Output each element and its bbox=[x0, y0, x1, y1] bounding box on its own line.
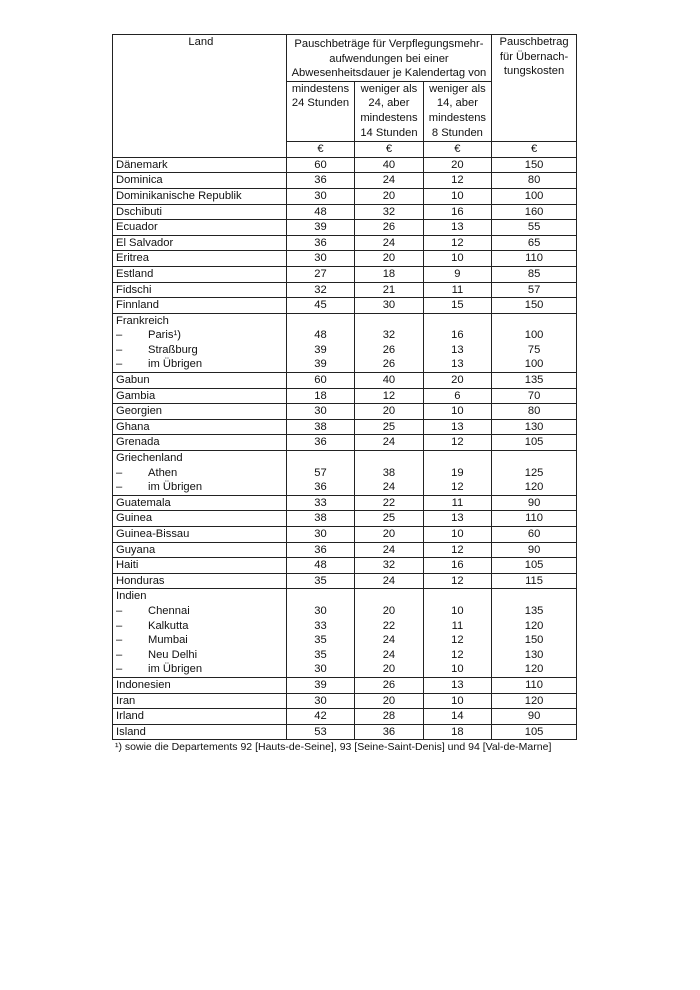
sub-region-name: Chennai bbox=[148, 604, 190, 617]
value-24h: 32 bbox=[286, 282, 354, 298]
table-row bbox=[113, 282, 577, 298]
value-14h: 24 bbox=[355, 542, 423, 558]
value-24h: 35 bbox=[286, 633, 354, 648]
value-8h: 10 bbox=[423, 404, 491, 420]
country-cell: Dominikanische Republik bbox=[113, 188, 287, 204]
euro-unit: € bbox=[492, 142, 577, 158]
value-8h: 13 bbox=[423, 677, 491, 693]
value-24h: 39 bbox=[286, 677, 354, 693]
value-14h bbox=[355, 589, 423, 604]
table-row bbox=[113, 357, 577, 372]
value-8h bbox=[423, 313, 491, 328]
sub-item-dash: – bbox=[116, 663, 123, 676]
sub-item-dash: – bbox=[116, 358, 123, 371]
euro-unit: € bbox=[355, 142, 423, 158]
value-8h: 12 bbox=[423, 235, 491, 251]
value-24h: 30 bbox=[286, 527, 354, 543]
value-8h: 16 bbox=[423, 204, 491, 220]
value-uebernachtung: 150 bbox=[492, 298, 577, 314]
sub-item-dash: – bbox=[116, 604, 123, 617]
country-cell: Dominica bbox=[113, 173, 287, 189]
value-uebernachtung: 65 bbox=[492, 235, 577, 251]
value-24h: 33 bbox=[286, 619, 354, 634]
value-uebernachtung: 105 bbox=[492, 435, 577, 451]
value-uebernachtung: 110 bbox=[492, 677, 577, 693]
value-uebernachtung: 115 bbox=[492, 573, 577, 589]
country-cell: Indonesien bbox=[113, 677, 287, 693]
country-cell: Eritrea bbox=[113, 251, 287, 267]
value-8h: 13 bbox=[423, 511, 491, 527]
value-8h: 14 bbox=[423, 709, 491, 725]
value-uebernachtung: 100 bbox=[492, 188, 577, 204]
value-uebernachtung: 125 bbox=[492, 466, 577, 481]
table-row bbox=[113, 343, 577, 358]
country-cell: Dschibuti bbox=[113, 204, 287, 220]
country-cell: Indien bbox=[113, 589, 287, 604]
value-14h: 24 bbox=[355, 648, 423, 663]
value-8h: 20 bbox=[423, 157, 491, 173]
table-row bbox=[113, 662, 577, 677]
table-row bbox=[113, 542, 577, 558]
country-cell: Honduras bbox=[113, 573, 287, 589]
table-row bbox=[113, 648, 577, 663]
value-24h: 48 bbox=[286, 558, 354, 574]
country-cell bbox=[113, 357, 287, 372]
value-14h: 28 bbox=[355, 709, 423, 725]
country-cell: Griechenland bbox=[113, 451, 287, 466]
value-uebernachtung: 100 bbox=[492, 328, 577, 343]
table-row bbox=[113, 709, 577, 725]
value-uebernachtung: 120 bbox=[492, 480, 577, 495]
value-14h: 20 bbox=[355, 604, 423, 619]
country-cell: Iran bbox=[113, 693, 287, 709]
value-24h: 36 bbox=[286, 173, 354, 189]
value-uebernachtung: 57 bbox=[492, 282, 577, 298]
table-row bbox=[113, 511, 577, 527]
value-24h bbox=[286, 589, 354, 604]
table-row bbox=[113, 466, 577, 481]
sub-region-name: im Übrigen bbox=[148, 358, 203, 371]
value-24h: 36 bbox=[286, 235, 354, 251]
country-cell bbox=[113, 480, 287, 495]
value-uebernachtung: 135 bbox=[492, 373, 577, 389]
value-14h: 32 bbox=[355, 204, 423, 220]
value-14h: 20 bbox=[355, 693, 423, 709]
value-14h: 22 bbox=[355, 619, 423, 634]
euro-row-land bbox=[113, 142, 287, 158]
table-row bbox=[113, 604, 577, 619]
country-cell bbox=[113, 619, 287, 634]
value-24h: 30 bbox=[286, 251, 354, 267]
country-cell: Gabun bbox=[113, 373, 287, 389]
value-8h: 12 bbox=[423, 573, 491, 589]
value-8h: 12 bbox=[423, 648, 491, 663]
per-diem-table bbox=[112, 34, 577, 740]
header-verpflegung-group: Pauschbeträge für Verpflegungsmehr- aufwendungen bei einer Abwesenheitsdauer je Kalendertag von bbox=[286, 35, 491, 82]
country-cell bbox=[113, 633, 287, 648]
value-14h: 26 bbox=[355, 677, 423, 693]
value-8h: 18 bbox=[423, 724, 491, 740]
table-row bbox=[113, 188, 577, 204]
value-14h: 32 bbox=[355, 558, 423, 574]
value-24h: 53 bbox=[286, 724, 354, 740]
value-24h: 39 bbox=[286, 343, 354, 358]
sub-region-name: Kalkutta bbox=[148, 619, 189, 632]
table-row bbox=[113, 677, 577, 693]
value-uebernachtung: 90 bbox=[492, 709, 577, 725]
value-14h: 32 bbox=[355, 328, 423, 343]
value-24h: 36 bbox=[286, 480, 354, 495]
value-24h: 36 bbox=[286, 435, 354, 451]
value-24h bbox=[286, 313, 354, 328]
country-cell: Gambia bbox=[113, 388, 287, 404]
value-8h: 11 bbox=[423, 495, 491, 511]
value-uebernachtung: 90 bbox=[492, 495, 577, 511]
value-24h: 57 bbox=[286, 466, 354, 481]
value-uebernachtung bbox=[492, 451, 577, 466]
country-cell: Estland bbox=[113, 266, 287, 282]
country-cell: Irland bbox=[113, 709, 287, 725]
value-uebernachtung: 120 bbox=[492, 662, 577, 677]
value-uebernachtung: 130 bbox=[492, 648, 577, 663]
value-14h: 25 bbox=[355, 419, 423, 435]
value-8h: 6 bbox=[423, 388, 491, 404]
table-row bbox=[113, 235, 577, 251]
value-24h: 30 bbox=[286, 662, 354, 677]
value-uebernachtung bbox=[492, 589, 577, 604]
sub-region-name: Mumbai bbox=[148, 634, 188, 647]
table-row bbox=[113, 558, 577, 574]
value-24h: 42 bbox=[286, 709, 354, 725]
sub-region-name: im Übrigen bbox=[148, 663, 203, 676]
value-24h: 39 bbox=[286, 220, 354, 236]
value-14h: 24 bbox=[355, 633, 423, 648]
header-uebernachtung: Pauschbetrag für Übernach- tungskosten bbox=[492, 35, 577, 142]
header-land: Land bbox=[113, 35, 287, 142]
euro-unit: € bbox=[423, 142, 491, 158]
value-24h: 48 bbox=[286, 328, 354, 343]
table-body bbox=[113, 157, 577, 740]
table-row bbox=[113, 251, 577, 267]
table-row bbox=[113, 480, 577, 495]
value-14h: 18 bbox=[355, 266, 423, 282]
value-8h: 10 bbox=[423, 604, 491, 619]
table-row bbox=[113, 157, 577, 173]
value-8h bbox=[423, 451, 491, 466]
value-uebernachtung: 75 bbox=[492, 343, 577, 358]
table-row bbox=[113, 589, 577, 604]
country-cell: Grenada bbox=[113, 435, 287, 451]
table-row bbox=[113, 451, 577, 466]
value-8h: 10 bbox=[423, 188, 491, 204]
value-14h: 22 bbox=[355, 495, 423, 511]
value-24h: 18 bbox=[286, 388, 354, 404]
country-cell bbox=[113, 648, 287, 663]
table-row bbox=[113, 298, 577, 314]
country-cell: Fidschi bbox=[113, 282, 287, 298]
table-row bbox=[113, 373, 577, 389]
value-8h bbox=[423, 589, 491, 604]
value-14h: 20 bbox=[355, 662, 423, 677]
value-14h: 12 bbox=[355, 388, 423, 404]
sub-item-dash: – bbox=[116, 481, 123, 494]
header-24-stunden: mindestens 24 Stunden bbox=[286, 81, 354, 141]
value-14h: 36 bbox=[355, 724, 423, 740]
value-uebernachtung: 120 bbox=[492, 693, 577, 709]
table-header bbox=[113, 35, 577, 158]
header-14-stunden: weniger als 24, aber mindestens 14 Stunden bbox=[355, 81, 423, 141]
value-8h: 13 bbox=[423, 357, 491, 372]
table-row bbox=[113, 173, 577, 189]
table-row bbox=[113, 693, 577, 709]
country-cell bbox=[113, 466, 287, 481]
country-cell bbox=[113, 343, 287, 358]
value-14h: 38 bbox=[355, 466, 423, 481]
value-14h: 24 bbox=[355, 173, 423, 189]
value-uebernachtung: 105 bbox=[492, 724, 577, 740]
value-uebernachtung: 55 bbox=[492, 220, 577, 236]
country-cell bbox=[113, 662, 287, 677]
value-uebernachtung: 150 bbox=[492, 633, 577, 648]
value-uebernachtung: 150 bbox=[492, 157, 577, 173]
value-8h: 12 bbox=[423, 633, 491, 648]
table-row bbox=[113, 633, 577, 648]
value-24h: 35 bbox=[286, 573, 354, 589]
sub-region-name: Paris¹) bbox=[148, 329, 181, 342]
table-row bbox=[113, 435, 577, 451]
value-24h: 30 bbox=[286, 404, 354, 420]
value-14h: 20 bbox=[355, 188, 423, 204]
value-24h: 30 bbox=[286, 188, 354, 204]
table-row bbox=[113, 266, 577, 282]
country-cell: Finnland bbox=[113, 298, 287, 314]
value-24h: 30 bbox=[286, 693, 354, 709]
value-uebernachtung: 160 bbox=[492, 204, 577, 220]
country-cell: Guatemala bbox=[113, 495, 287, 511]
table-row bbox=[113, 328, 577, 343]
footnote: ¹) sowie die Departements 92 [Hauts-de-Seine], 93 [Seine-Saint-Denis] und 94 [Val-de-Marne] bbox=[115, 741, 552, 753]
value-8h: 20 bbox=[423, 373, 491, 389]
value-uebernachtung: 135 bbox=[492, 604, 577, 619]
value-uebernachtung: 105 bbox=[492, 558, 577, 574]
table-row bbox=[113, 495, 577, 511]
value-8h: 9 bbox=[423, 266, 491, 282]
value-24h: 30 bbox=[286, 604, 354, 619]
value-8h: 16 bbox=[423, 328, 491, 343]
value-8h: 12 bbox=[423, 480, 491, 495]
table-row bbox=[113, 204, 577, 220]
value-14h: 20 bbox=[355, 404, 423, 420]
sub-item-dash: – bbox=[116, 619, 123, 632]
value-8h: 10 bbox=[423, 527, 491, 543]
value-uebernachtung: 100 bbox=[492, 357, 577, 372]
value-24h: 38 bbox=[286, 511, 354, 527]
sub-item-dash: – bbox=[116, 343, 123, 356]
value-14h bbox=[355, 313, 423, 328]
country-cell bbox=[113, 604, 287, 619]
table-row bbox=[113, 313, 577, 328]
value-uebernachtung: 110 bbox=[492, 511, 577, 527]
value-8h: 10 bbox=[423, 251, 491, 267]
value-24h bbox=[286, 451, 354, 466]
header-8-stunden: weniger als 14, aber mindestens 8 Stunden bbox=[423, 81, 491, 141]
table-row bbox=[113, 527, 577, 543]
value-14h: 24 bbox=[355, 235, 423, 251]
value-24h: 36 bbox=[286, 542, 354, 558]
value-24h: 35 bbox=[286, 648, 354, 663]
country-cell bbox=[113, 328, 287, 343]
sub-item-dash: – bbox=[116, 466, 123, 479]
value-8h: 11 bbox=[423, 282, 491, 298]
table-row bbox=[113, 404, 577, 420]
table-row bbox=[113, 724, 577, 740]
value-uebernachtung: 60 bbox=[492, 527, 577, 543]
value-14h: 26 bbox=[355, 343, 423, 358]
value-24h: 45 bbox=[286, 298, 354, 314]
value-8h: 16 bbox=[423, 558, 491, 574]
value-14h: 40 bbox=[355, 373, 423, 389]
value-uebernachtung: 85 bbox=[492, 266, 577, 282]
value-14h: 26 bbox=[355, 220, 423, 236]
value-14h: 21 bbox=[355, 282, 423, 298]
table-row bbox=[113, 388, 577, 404]
sub-region-name: Neu Delhi bbox=[148, 648, 198, 661]
value-24h: 48 bbox=[286, 204, 354, 220]
country-cell: Guyana bbox=[113, 542, 287, 558]
country-cell: Ghana bbox=[113, 419, 287, 435]
country-cell: Guinea-Bissau bbox=[113, 527, 287, 543]
sub-region-name: Straßburg bbox=[148, 343, 198, 356]
country-cell: Guinea bbox=[113, 511, 287, 527]
value-24h: 60 bbox=[286, 157, 354, 173]
country-cell: Georgien bbox=[113, 404, 287, 420]
value-uebernachtung: 80 bbox=[492, 173, 577, 189]
value-8h: 12 bbox=[423, 173, 491, 189]
value-8h: 10 bbox=[423, 693, 491, 709]
value-uebernachtung: 110 bbox=[492, 251, 577, 267]
table-row bbox=[113, 619, 577, 634]
euro-unit: € bbox=[286, 142, 354, 158]
value-8h: 19 bbox=[423, 466, 491, 481]
table-row bbox=[113, 220, 577, 236]
value-8h: 13 bbox=[423, 419, 491, 435]
value-24h: 60 bbox=[286, 373, 354, 389]
value-8h: 10 bbox=[423, 662, 491, 677]
sub-item-dash: – bbox=[116, 329, 123, 342]
table-row bbox=[113, 573, 577, 589]
value-14h: 24 bbox=[355, 435, 423, 451]
value-14h: 25 bbox=[355, 511, 423, 527]
country-cell: Ecuador bbox=[113, 220, 287, 236]
country-cell: Frankreich bbox=[113, 313, 287, 328]
value-14h: 24 bbox=[355, 480, 423, 495]
value-uebernachtung: 120 bbox=[492, 619, 577, 634]
value-8h: 13 bbox=[423, 220, 491, 236]
country-cell: Island bbox=[113, 724, 287, 740]
value-uebernachtung: 70 bbox=[492, 388, 577, 404]
country-cell: El Salvador bbox=[113, 235, 287, 251]
value-8h: 12 bbox=[423, 435, 491, 451]
value-8h: 13 bbox=[423, 343, 491, 358]
value-24h: 27 bbox=[286, 266, 354, 282]
value-8h: 12 bbox=[423, 542, 491, 558]
value-24h: 39 bbox=[286, 357, 354, 372]
country-cell: Haiti bbox=[113, 558, 287, 574]
value-uebernachtung: 80 bbox=[492, 404, 577, 420]
sub-item-dash: – bbox=[116, 634, 123, 647]
value-14h: 26 bbox=[355, 357, 423, 372]
value-14h: 30 bbox=[355, 298, 423, 314]
value-14h bbox=[355, 451, 423, 466]
value-uebernachtung bbox=[492, 313, 577, 328]
value-24h: 38 bbox=[286, 419, 354, 435]
value-8h: 15 bbox=[423, 298, 491, 314]
value-uebernachtung: 130 bbox=[492, 419, 577, 435]
sub-region-name: im Übrigen bbox=[148, 481, 203, 494]
value-8h: 11 bbox=[423, 619, 491, 634]
value-14h: 40 bbox=[355, 157, 423, 173]
value-14h: 20 bbox=[355, 527, 423, 543]
country-cell: Dänemark bbox=[113, 157, 287, 173]
sub-item-dash: – bbox=[116, 648, 123, 661]
sub-region-name: Athen bbox=[148, 466, 178, 479]
value-uebernachtung: 90 bbox=[492, 542, 577, 558]
table-row bbox=[113, 419, 577, 435]
value-24h: 33 bbox=[286, 495, 354, 511]
value-14h: 20 bbox=[355, 251, 423, 267]
value-14h: 24 bbox=[355, 573, 423, 589]
